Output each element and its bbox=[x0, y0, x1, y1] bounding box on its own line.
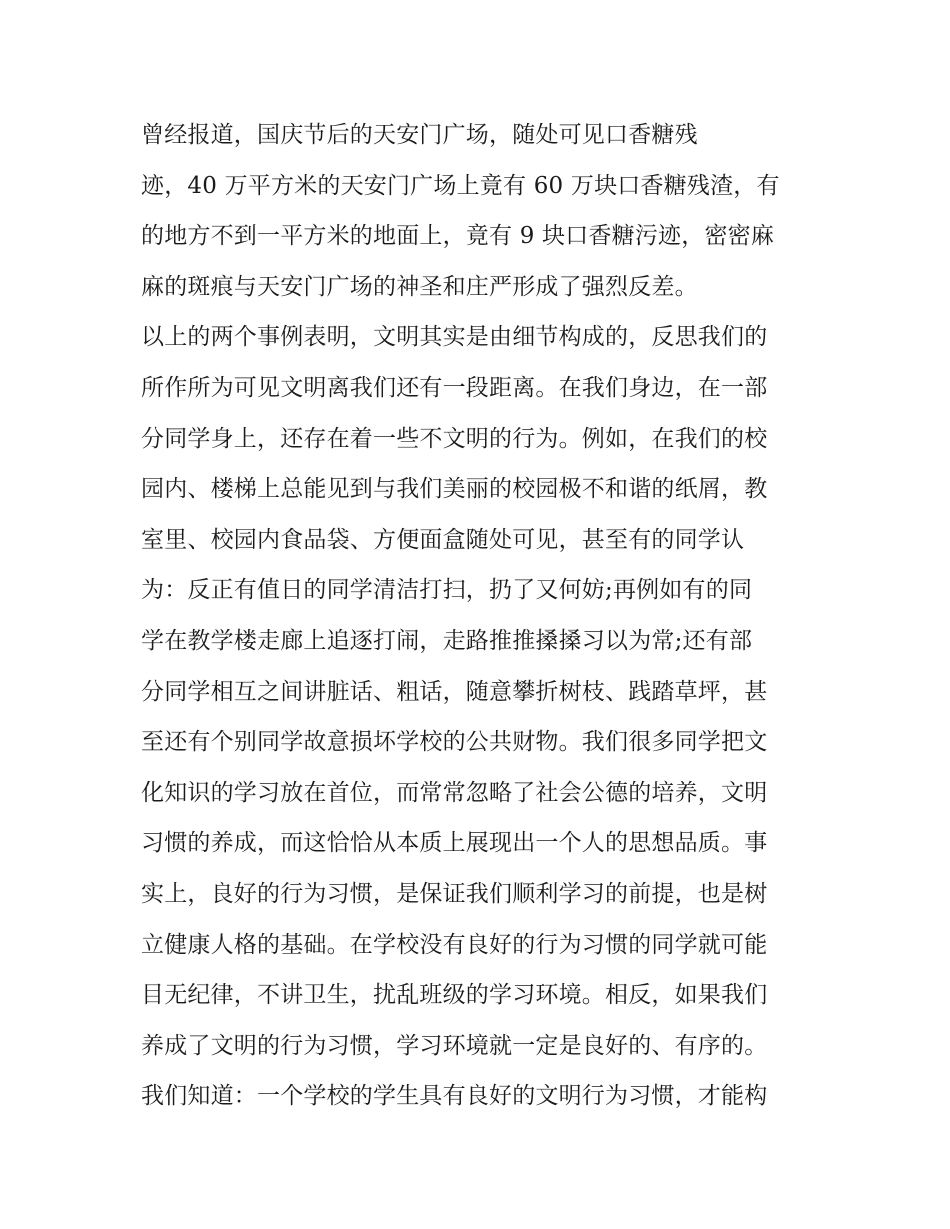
text-line: 分同学相互之间讲脏话、粗话，随意攀折树枝、践踏草坪，甚 bbox=[141, 678, 768, 705]
text-line: 立健康人格的基础。在学校没有良好的行为习惯的同学就可能 bbox=[141, 931, 768, 958]
text-line: 园内、楼梯上总能见到与我们美丽的校园极不和谐的纸屑，教 bbox=[141, 476, 768, 503]
text-line: 所作所为可见文明离我们还有一段距离。在我们身边，在一部 bbox=[141, 374, 768, 401]
text-line: 室里、校园内食品袋、方便面盒随处可见，甚至有的同学认 bbox=[141, 526, 745, 553]
text-line: 为：反正有值日的同学清洁打扫，扔了又何妨;再例如有的同 bbox=[141, 577, 753, 604]
text-line: 曾经报道，国庆节后的天安门广场，随处可见口香糖残 bbox=[141, 122, 698, 148]
text-line: 的地方不到一平方米的地面上，竟有 9 块口香糖污迹，密密麻 bbox=[141, 223, 775, 250]
text-line: 至还有个别同学故意损坏学校的公共财物。我们很多同学把文 bbox=[141, 729, 768, 756]
text-line: 迹，40 万平方米的天安门广场上竟有 60 万块口香糖残渣，有 bbox=[141, 172, 780, 199]
text-line: 习惯的养成，而这恰恰从本质上展现出一个人的思想品质。事 bbox=[141, 830, 768, 857]
text-line: 分同学身上，还存在着一些不文明的行为。例如，在我们的校 bbox=[141, 425, 768, 452]
text-line: 我们知道：一个学校的学生具有良好的文明行为习惯，才能构 bbox=[141, 1083, 768, 1110]
body-text bbox=[141, 110, 841, 1122]
text-line: 实上，良好的行为习惯，是保证我们顺利学习的前提，也是树 bbox=[141, 880, 768, 907]
text-line: 麻的斑痕与天安门广场的神圣和庄严形成了强烈反差。 bbox=[141, 273, 698, 300]
text-line: 以上的两个事例表明，文明其实是由细节构成的，反思我们的 bbox=[141, 324, 768, 351]
text-line: 学在教学楼走廊上追逐打闹，走路推推搡搡习以为常;还有部 bbox=[141, 627, 753, 654]
text-line: 目无纪律，不讲卫生，扰乱班级的学习环境。相反，如果我们 bbox=[141, 982, 768, 1009]
text-line: 化知识的学习放在首位，而常常忽略了社会公德的培养，文明 bbox=[141, 779, 768, 806]
text-line: 养成了文明的行为习惯，学习环境就一定是良好的、有序的。 bbox=[141, 1032, 768, 1059]
